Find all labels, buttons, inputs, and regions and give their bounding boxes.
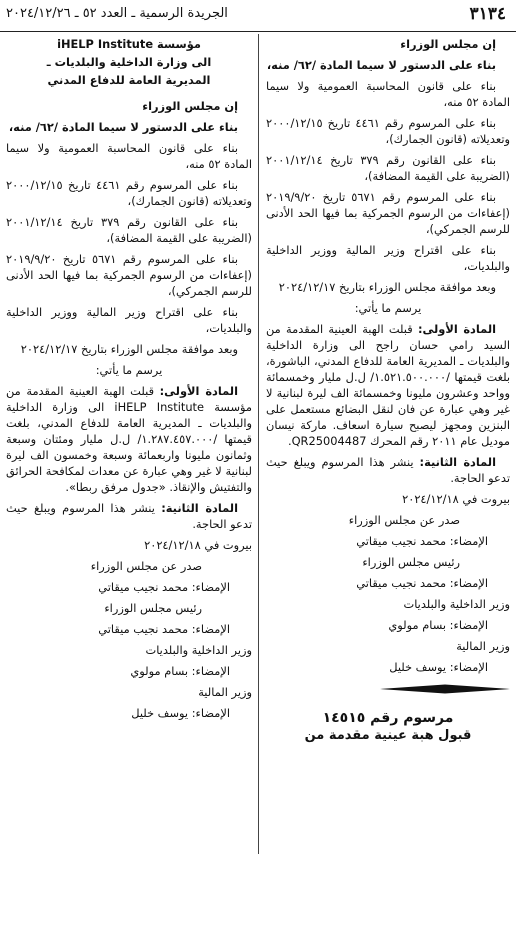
preamble-line: بناء على اقتراح وزير المالية ووزير الداخلية والبلديات، xyxy=(6,305,252,335)
preamble-line: بناء على قانون المحاسبة العمومية ولا سيما المادة ٥٢ منه، xyxy=(266,79,510,109)
article-one xyxy=(6,383,252,495)
article-label: المادة الثانية: xyxy=(419,455,496,469)
section-divider xyxy=(380,684,510,694)
signature-line: صدر عن مجلس الوزراء xyxy=(90,559,202,573)
left-column xyxy=(6,36,252,726)
issue-date: بيروت في ٢٠٢٤/١٢/١٨ xyxy=(144,538,252,552)
page-number: ٣١٣٤ xyxy=(469,4,506,24)
preamble-line: بناء على الدستور لا سيما المادة /٦٢/ منه، xyxy=(266,58,496,72)
article-two xyxy=(266,454,510,486)
preamble-line: بناء على القانون رقم ٣٧٩ تاريخ ٢٠٠١/١٢/١٤ (الضريبة على القيمة المضافة)، xyxy=(266,153,510,183)
signature-line: الإمضاء: بسام مولوي xyxy=(130,664,230,678)
signature-line: الإمضاء: محمد نجيب ميقاتي xyxy=(356,534,488,548)
signature-line: وزير الداخلية والبلديات xyxy=(403,597,510,611)
issue-date: بيروت في ٢٠٢٤/١٢/١٨ xyxy=(402,492,510,506)
right-column xyxy=(266,36,510,744)
decree-subtitle: قبول هبة عينية مقدمة من xyxy=(304,728,472,743)
preamble-line: وبعد موافقة مجلس الوزراء بتاريخ ٢٠٢٤/١٢/١٧ xyxy=(20,342,238,356)
preamble-line: بناء على قانون المحاسبة العمومية ولا سيما المادة ٥٢ منه، xyxy=(6,141,252,171)
signature-line: الإمضاء: محمد نجيب ميقاتي xyxy=(98,622,230,636)
preamble-line: بناء على المرسوم رقم ٥٦٧١ تاريخ ٢٠١٩/٩/٢٠ (إعفاءات من الرسوم الجمركية بما فيها الحد الأدنى للرسم الجمركي)، xyxy=(266,190,510,236)
article-one xyxy=(266,321,510,449)
decree-heading-line: المديرية العامة للدفاع المدني xyxy=(47,73,211,87)
article-label: المادة الأولى: xyxy=(417,322,497,336)
article-two xyxy=(6,500,252,532)
decree-intro: يرسم ما يأتي: xyxy=(354,301,422,315)
article-text: قبلت الهبة العينية المقدمة من مؤسسة iHELP Institute الى وزارة الداخلية والبلديات ـ المديرية العامة للدفاع المدني، بلغت قيمتها /١.٢٨٧.٤٥٧.٠٠٠/ ل.ل مليار ومئتان وسبعة وثمانون مليونا واربعمائة وسبعة وخمسون الف ليرة لبنانية لا غير وهي عبارة عن معدات لمكافحة الحرائق والتفتيش والإنقاذ. «جدول مرفق ربطا». xyxy=(6,384,252,494)
preamble-line: بناء على القانون رقم ٣٧٩ تاريخ ٢٠٠١/١٢/١٤ (الضريبة على القيمة المضافة)، xyxy=(6,215,252,245)
signature-line: وزير المالية xyxy=(198,685,252,699)
article-text: ينشر هذا المرسوم ويبلغ حيث تدعو الحاجة. xyxy=(266,455,510,485)
article-text: ينشر هذا المرسوم ويبلغ حيث تدعو الحاجة. xyxy=(6,501,252,531)
article-text: قبلت الهبة العينية المقدمة من السيد رامي حسان راجح الى وزارة الداخلية والبلديات ـ المديرية العامة للدفاع المدني، الباشورة، بلغت قيمتها /١.٥٢١.٥٠٠.٠٠٠/ ل.ل مليار وخمسمائة وواحد وعشرون مليونا وخمسمائة الف ليرة لبنانية لا غير وهي عبارة عن فان لنقل البضائع مستعمل على البنزين ومجهز ليصبح سيارة اسعاف. ماركة نيسان موديل عام ٢٠١١ رقم المحرك QR25004487. xyxy=(266,322,511,448)
header-rule xyxy=(0,31,516,32)
page-header xyxy=(0,0,516,36)
signature-line: الإمضاء: يوسف خليل xyxy=(131,706,230,720)
preamble-line: بناء على المرسوم رقم ٥٦٧١ تاريخ ٢٠١٩/٩/٢٠ (إعفاءات من الرسوم الجمركية بما فيها الحد الأدنى للرسم الجمركي)، xyxy=(6,252,252,298)
preamble-line: بناء على المرسوم رقم ٤٤٦١ تاريخ ٢٠٠٠/١٢/١٥ وتعديلاته (قانون الجمارك)، xyxy=(266,116,510,146)
signature-line: وزير المالية xyxy=(456,639,510,653)
council-heading: إن مجلس الوزراء xyxy=(400,37,496,51)
signature-line: صدر عن مجلس الوزراء xyxy=(348,513,460,527)
decree-title: مرسوم رقم ١٤٥١٥ xyxy=(322,710,454,726)
column-divider xyxy=(258,34,259,854)
signature-line: الإمضاء: محمد نجيب ميقاتي xyxy=(98,580,230,594)
decree-intro: يرسم ما يأتي: xyxy=(95,363,163,377)
gazette-title: الجريدة الرسمية ـ العدد ٥٢ ـ ٢٠٢٤/١٢/٢٦ xyxy=(6,6,228,21)
decree-heading-line: مؤسسة iHELP Institute xyxy=(57,37,201,51)
signature-line: وزير الداخلية والبلديات xyxy=(145,643,252,657)
preamble-line: وبعد موافقة مجلس الوزراء بتاريخ ٢٠٢٤/١٢/١٧ xyxy=(278,280,496,294)
preamble-line: بناء على اقتراح وزير المالية ووزير الداخلية والبلديات، xyxy=(266,243,510,273)
article-label: المادة الثانية: xyxy=(161,501,238,515)
signature-line: رئيس مجلس الوزراء xyxy=(362,555,460,569)
council-heading: إن مجلس الوزراء xyxy=(142,99,238,113)
preamble-line: بناء على المرسوم رقم ٤٤٦١ تاريخ ٢٠٠٠/١٢/١٥ وتعديلاته (قانون الجمارك)، xyxy=(6,178,252,208)
decree-heading-line: الى وزارة الداخلية والبلديات ـ xyxy=(46,55,212,69)
signature-line: الإمضاء: محمد نجيب ميقاتي xyxy=(356,576,488,590)
article-label: المادة الأولى: xyxy=(159,384,238,398)
preamble-line: بناء على الدستور لا سيما المادة /٦٢/ منه، xyxy=(8,120,238,134)
signature-line: الإمضاء: بسام مولوي xyxy=(388,618,488,632)
signature-line: الإمضاء: يوسف خليل xyxy=(389,660,488,674)
signature-line: رئيس مجلس الوزراء xyxy=(104,601,202,615)
